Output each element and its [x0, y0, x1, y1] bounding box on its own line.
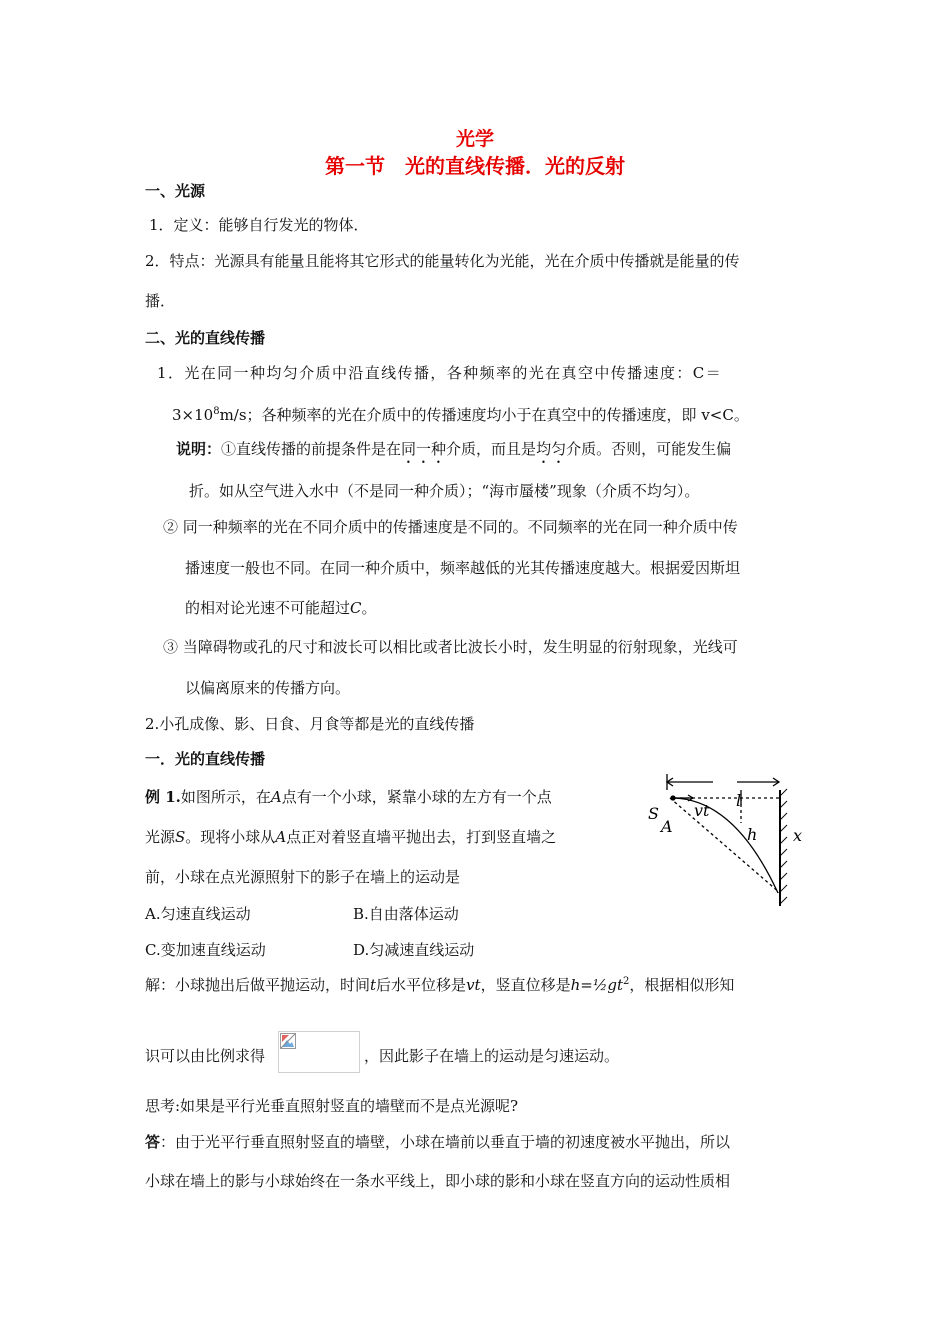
- heading-rectilinear: 二、光的直线传播: [145, 329, 266, 347]
- definition-paragraph: 1．定义：能够自行发光的物体．: [149, 216, 369, 234]
- answer-line2: 小球在墙上的影与小球始终在一条水平线上，即小球的影和小球在竖直方向的运动性质相: [145, 1172, 731, 1190]
- feature-paragraph-line2: 播．: [145, 292, 176, 310]
- option-d: D.匀减速直线运动: [353, 941, 475, 959]
- trajectory: [674, 798, 778, 893]
- solution-line2a: 识可以由比例求得: [145, 1047, 266, 1065]
- option-c: C.变加速直线运动: [145, 941, 266, 959]
- option-a: A.匀速直线运动: [145, 905, 251, 923]
- label-s: S: [648, 804, 659, 823]
- option-b: B.自由落体运动: [353, 905, 459, 923]
- heading-light-source: 一、光源: [145, 182, 206, 200]
- note2-line1: ② 同一种频率的光在不同介质中的传播速度是不同的。不同频率的光在同一种介质中传: [163, 518, 738, 536]
- label-h: h: [747, 825, 758, 844]
- example-line3: 前，小球在点光源照射下的影子在墙上的运动是: [145, 868, 461, 886]
- example-line1: 例 1.如图所示，在A点有一个小球，紧靠小球的左方有一个点: [145, 788, 552, 806]
- broken-image-icon: [280, 1033, 296, 1049]
- ball: [670, 795, 675, 800]
- pinhole-paragraph: 2.小孔成像、影、日食、月食等都是光的直线传播: [145, 715, 475, 733]
- heading-example-section: 一．光的直线传播: [145, 750, 266, 768]
- formula-image: [278, 1031, 360, 1073]
- answer-line1: 答：由于光平行垂直照射竖直的墙壁，小球在墙前以垂直于墙的初速度被水平抛出，所以: [145, 1133, 731, 1151]
- note2-line2: 播速度一般也不同。在同一种介质中，频率越低的光其传播速度越大。根据爱因斯坦: [185, 559, 741, 577]
- note-label: 说明：: [176, 440, 222, 458]
- label-l: l: [736, 791, 742, 810]
- projectile-figure: [640, 768, 820, 916]
- note3-line2: 以偏离原来的传播方向。: [185, 679, 351, 697]
- section-title: 第一节 光的直线传播．光的反射: [325, 154, 625, 178]
- note1-line1: 说明：①直线传播的前提条件是在同一种介质，而且是均匀介质。否则，可能发生偏: [176, 440, 732, 458]
- note1-line2: 折。如从空气进入水中（不是同一种介质）；“海市蜃楼”现象（介质不均匀）。: [189, 482, 700, 500]
- example-line2: 光源S。现将小球从A点正对着竖直墙平抛出去，打到竖直墙之: [145, 828, 557, 846]
- note2-line3: 的相对论光速不可能超过C。: [185, 599, 377, 617]
- page-title: 光学: [455, 128, 494, 150]
- speed-paragraph-line1: 1．光在同一种均匀介质中沿直线传播，各种频率的光在真空中传播速度：C＝: [157, 364, 723, 382]
- speed-paragraph-line2: $3\times 10^8m/s$；各种频率的光在介质中的传播速度均小于在真空中的传播速度，即 v<C。: [172, 406, 749, 424]
- solution-line2b: ，因此影子在墙上的运动是匀速运动。: [364, 1047, 620, 1065]
- label-a: A: [661, 817, 673, 836]
- label-x: x: [793, 826, 803, 845]
- light-ray: [670, 798, 780, 893]
- solution-line1: 解：小球抛出后做平抛运动，时间t后水平位移是vt，竖直位移是$h=\frac{1}{2}gt^2$，根据相似形知: [145, 976, 735, 994]
- feature-paragraph-line1: 2．特点：光源具有能量且能将其它形式的能量转化为光能，光在介质中传播就是能量的传: [145, 252, 740, 270]
- note3-line1: ③ 当障碍物或孔的尺寸和波长可以相比或者比波长小时，发生明显的衍射现象，光线可: [163, 638, 738, 656]
- think-question: 思考:如果是平行光垂直照射竖直的墙壁而不是点光源呢?: [145, 1097, 519, 1115]
- label-vt: vt: [694, 801, 710, 820]
